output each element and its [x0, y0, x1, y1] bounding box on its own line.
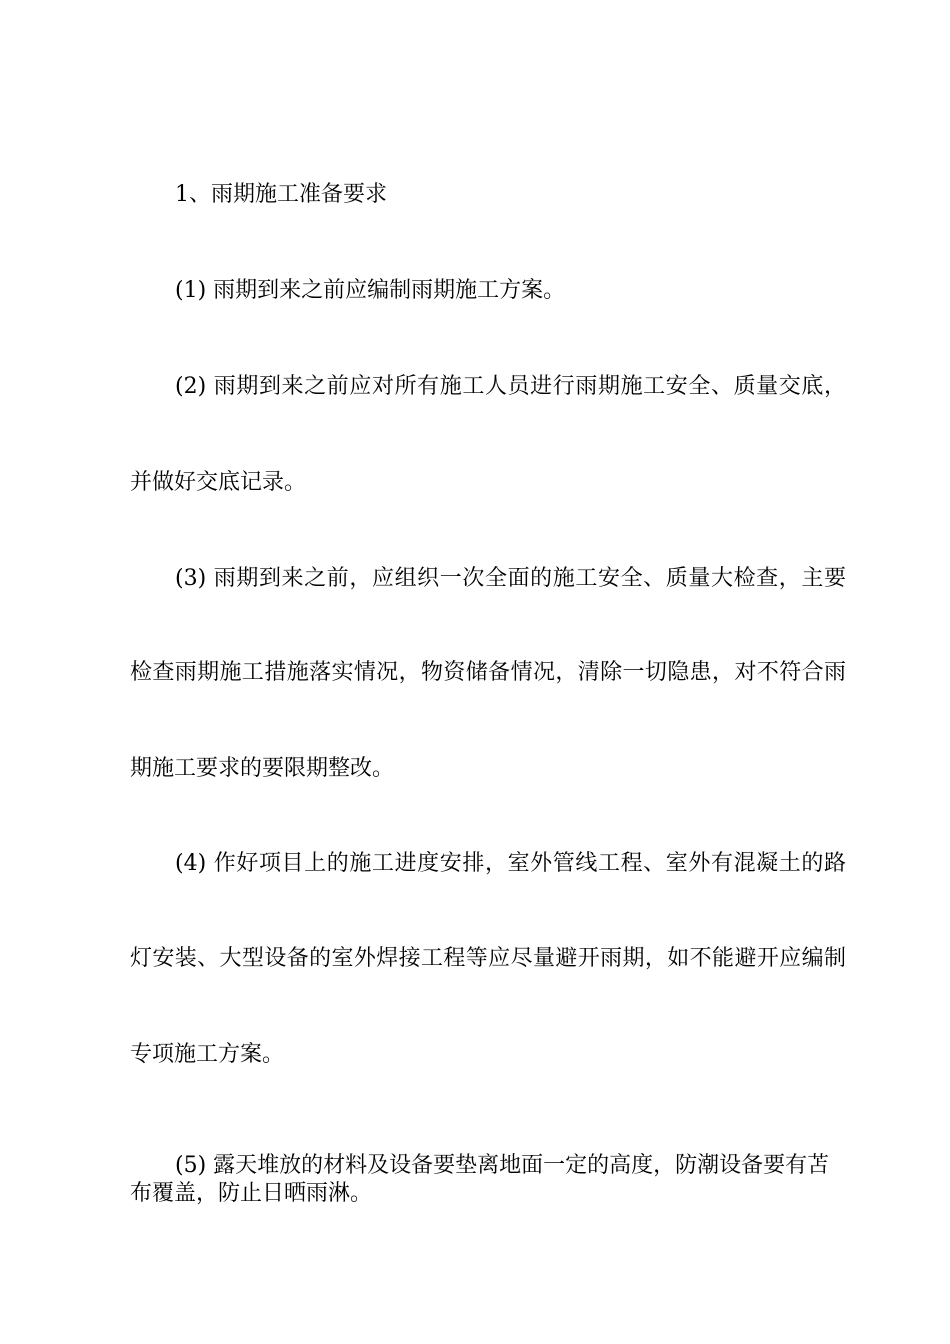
paragraph-2-line-1: (2) 雨期到来之前应对所有施工人员进行雨期施工安全、质量交底，	[175, 374, 846, 399]
paragraph-5-line-1: (5) 露天堆放的材料及设备要垫离地面一定的高度，防潮设备要有苫	[175, 1153, 830, 1178]
paragraph-3-line-1: (3) 雨期到来之前，应组织一次全面的施工安全、质量大检查，主要	[175, 566, 846, 591]
paragraph-2-line-2: 并做好交底记录。	[130, 470, 307, 495]
paragraph-5-line-2: 布覆盖，防止日晒雨淋。	[130, 1181, 373, 1206]
paragraph-4-line-1: (4) 作好项目上的施工进度安排，室外管线工程、室外有混凝土的路	[175, 851, 846, 876]
paragraph-3-line-2: 检查雨期施工措施落实情况，物资储备情况，清除一切隐患，对不符合雨	[130, 660, 846, 685]
section-heading: 1、雨期施工准备要求	[175, 182, 387, 207]
paragraph-3-line-3: 期施工要求的要限期整改。	[130, 756, 395, 781]
paragraph-4-line-2: 灯安装、大型设备的室外焊接工程等应尽量避开雨期，如不能避开应编制	[130, 946, 846, 971]
paragraph-4-line-3: 专项施工方案。	[130, 1042, 285, 1067]
paragraph-1-line-1: (1) 雨期到来之前应编制雨期施工方案。	[175, 278, 566, 303]
